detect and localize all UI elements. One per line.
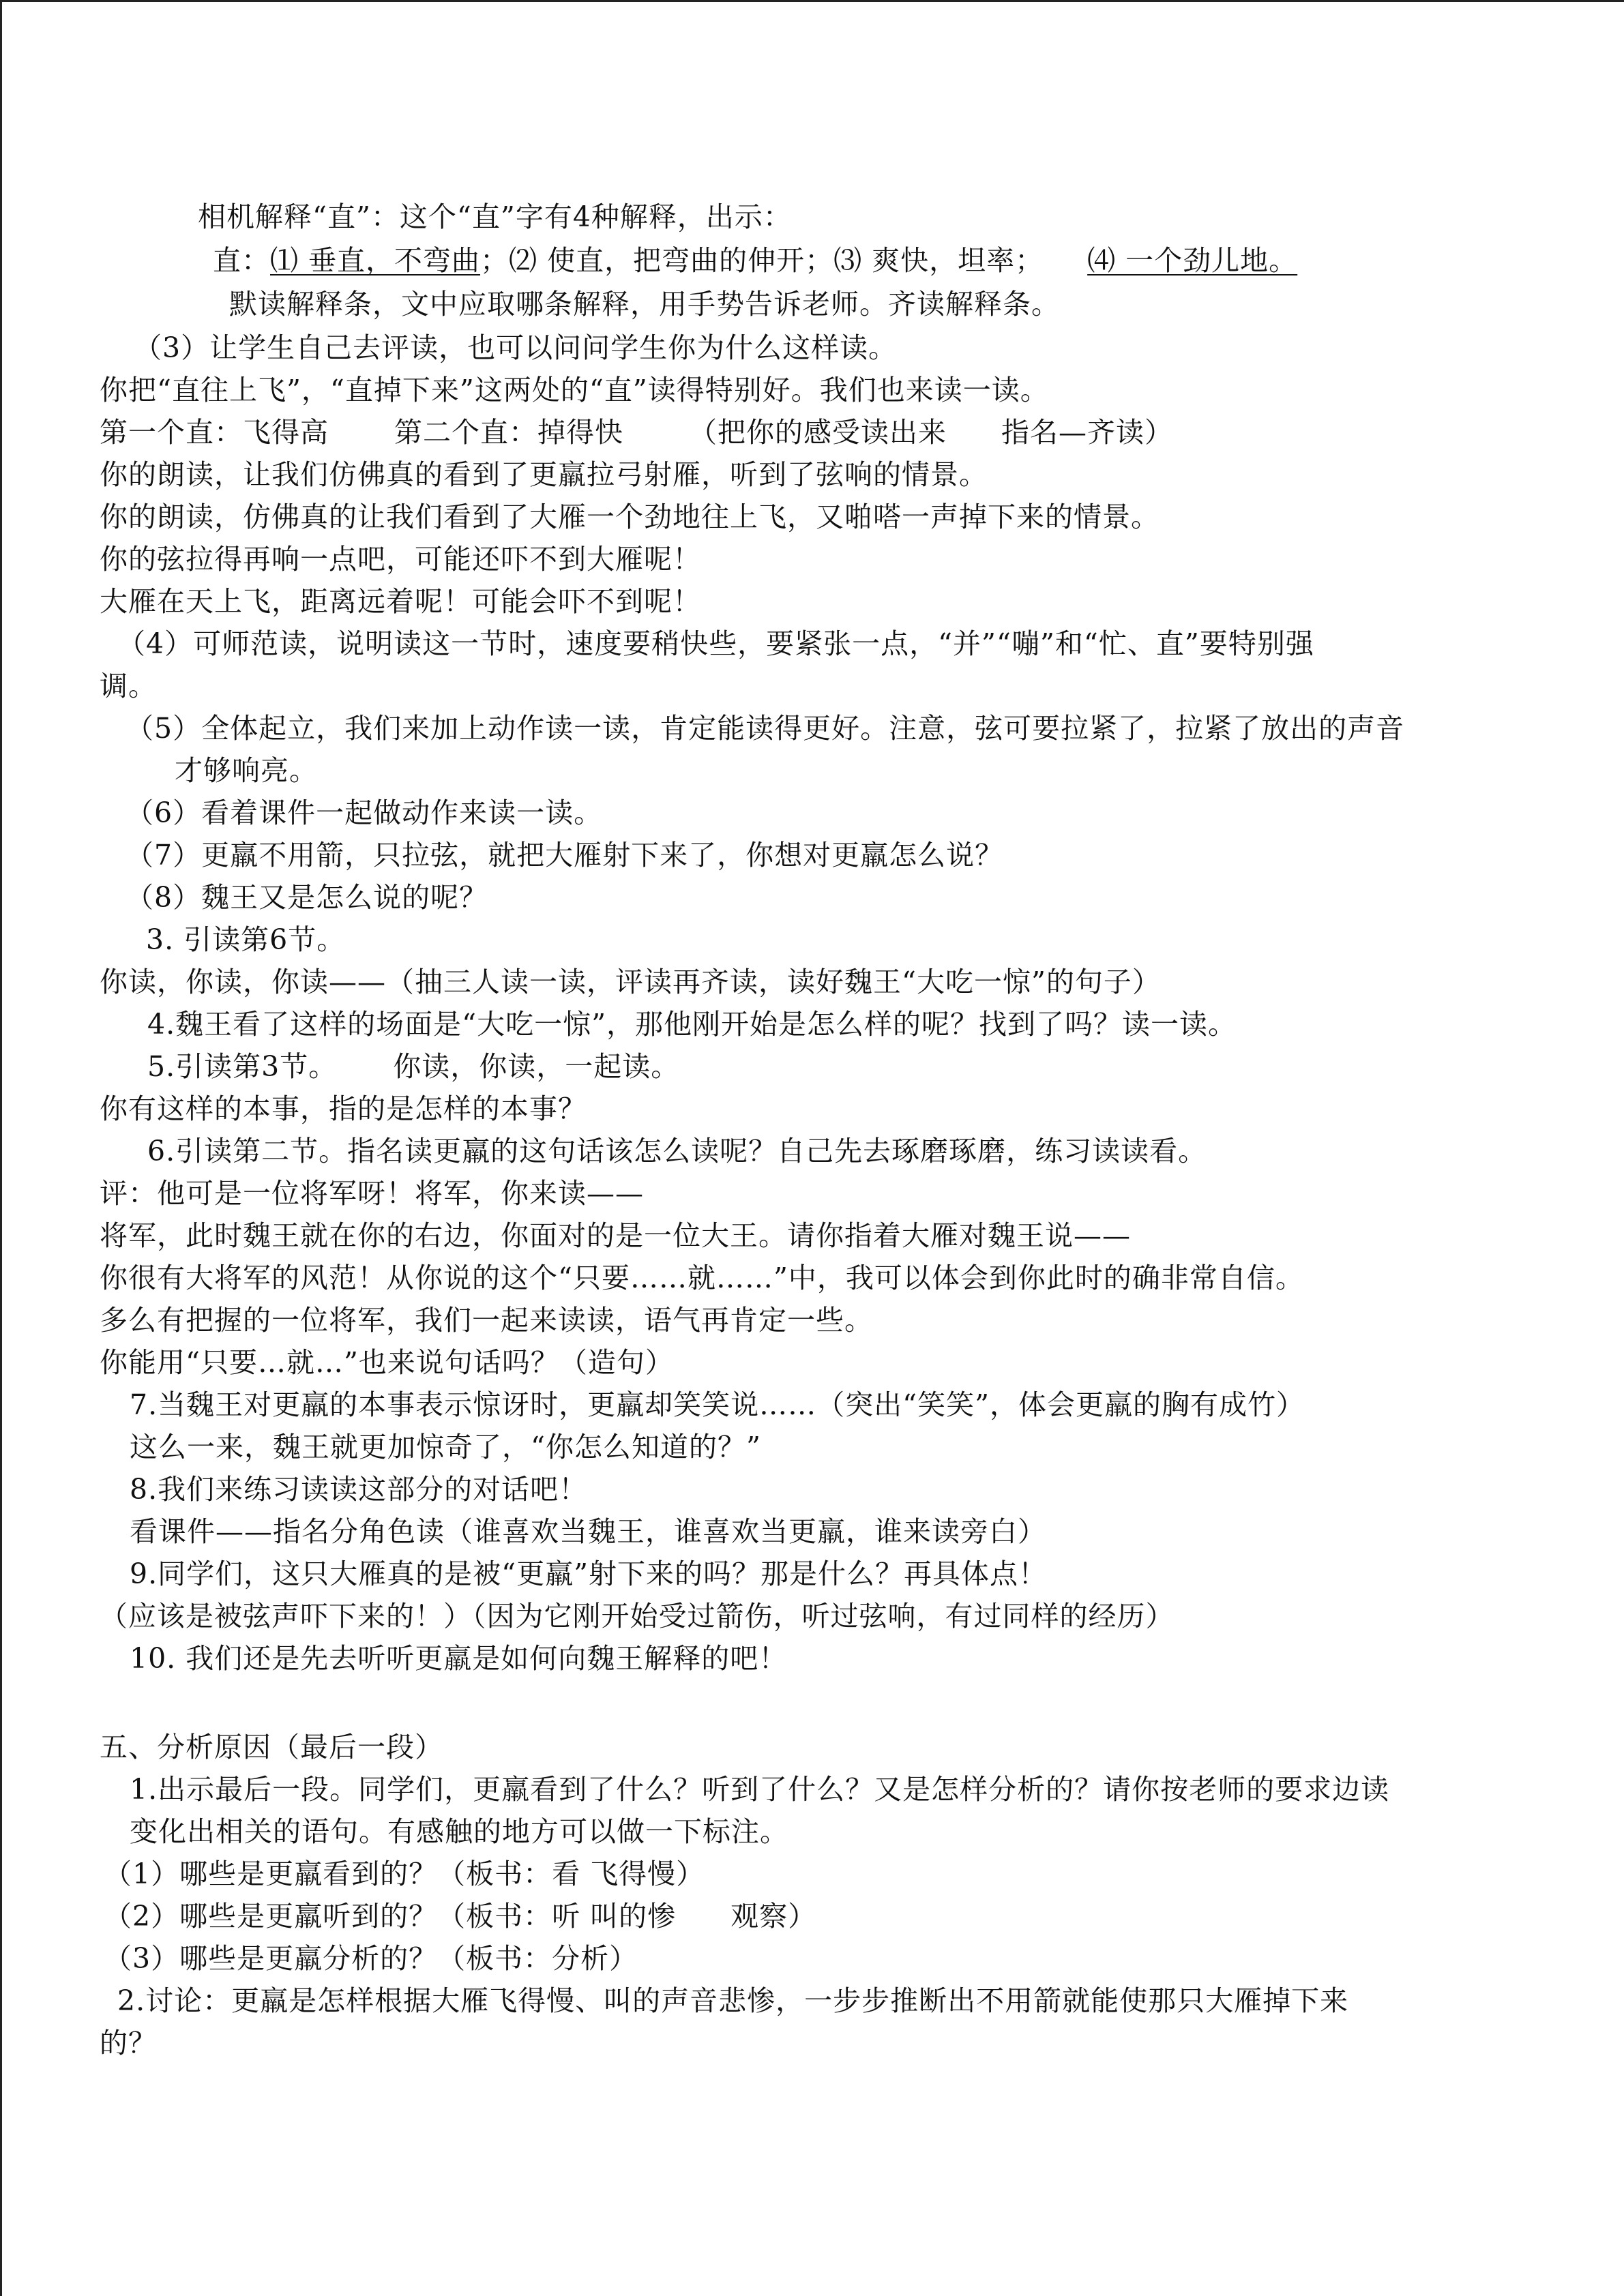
text-line: 看课件——指名分角色读（谁喜欢当魏王，谁喜欢当更羸，谁来读旁白） bbox=[130, 1515, 1046, 1548]
feeling-note: （把你的感受读出来 bbox=[689, 416, 947, 449]
reading-mode: 指名—齐读） bbox=[1001, 416, 1173, 449]
text-line: 你的朗读，让我们仿佛真的看到了更羸拉弓射雁，听到了弦响的情景。 bbox=[100, 458, 988, 491]
definition-2-3: ；⑵ 使直，把弯曲的伸开；⑶ 爽快，坦率； bbox=[480, 244, 1044, 277]
step-5-reading: 你读，你读，一起读。 bbox=[393, 1050, 680, 1083]
text-line: 你有这样的本事，指的是怎样的本事？ bbox=[100, 1092, 587, 1125]
text-line: 你的朗读，仿佛真的让我们看到了大雁一个劲地往上飞，又啪嗒一声掉下来的情景。 bbox=[100, 501, 1160, 533]
text-line: 7.当魏王对更羸的本事表示惊讶时，更羸却笑笑说……（突出“笑笑”，体会更羸的胸有成竹） bbox=[130, 1388, 1305, 1421]
text-line: 调。 bbox=[100, 670, 157, 702]
text-line: 你读，你读，你读——（抽三人读一读，评读再齐读，读好魏王“大吃一惊”的句子） bbox=[100, 966, 1161, 998]
text-line: 的？ bbox=[100, 2027, 157, 2059]
heard-question: （2）哪些是更羸听到的？（板书：听 叫的惨 bbox=[104, 1900, 677, 1933]
text-line: 将军，此时魏王就在你的右边，你面对的是一位大王。请你指着大雁对魏王说—— bbox=[100, 1219, 1131, 1252]
text-line: 相机解释“直”：这个“直”字有4种解释，出示： bbox=[198, 200, 792, 233]
text-line: 9.同学们，这只大雁真的是被“更羸”射下来的吗？那是什么？再具体点！ bbox=[130, 1557, 1048, 1590]
text-line: 1.出示最后一段。同学们，更羸看到了什么？听到了什么？又是怎样分析的？请你按老师的要求边读 bbox=[130, 1773, 1390, 1806]
text-line: （1）哪些是更羸看到的？（板书：看 飞得慢） bbox=[104, 1858, 705, 1890]
text-line: 8.我们来练习读读这部分的对话吧！ bbox=[130, 1473, 588, 1506]
text-line: 3. 引读第6节。 bbox=[146, 923, 346, 956]
text-line: （6）看着课件一起做动作来读一读。 bbox=[126, 796, 603, 829]
text-line: （3）哪些是更羸分析的？（板书：分析） bbox=[104, 1942, 638, 1975]
text-line: 6.引读第二节。指名读更羸的这句话该怎么读呢？自己先去琢磨琢磨，练习读读看。 bbox=[147, 1135, 1207, 1167]
text-line: 变化出相关的语句。有感触的地方可以做一下标注。 bbox=[130, 1815, 788, 1848]
text-line: 你能用“只要…就…”也来说句话吗？（造句） bbox=[100, 1346, 674, 1379]
text-line: 2.讨论：更羸是怎样根据大雁飞得慢、叫的声音悲惨，一步步推断出不用箭就能使那只大雁掉下来 bbox=[117, 1984, 1349, 2017]
text-line: 多么有把握的一位将军，我们一起来读读，语气再肯定一些。 bbox=[100, 1304, 873, 1337]
definition-line bbox=[213, 241, 1297, 280]
text-line: （5）全体起立，我们来加上动作读一读，肯定能读得更好。注意，弦可要拉紧了，拉紧了放出的声音 bbox=[126, 712, 1405, 745]
text-line: （3）让学生自己去评读，也可以问问学生你为什么这样读。 bbox=[134, 331, 898, 364]
definition-head: 直： bbox=[213, 244, 270, 277]
two-zhi-line bbox=[100, 413, 1173, 451]
section-heading: 五、分析原因（最后一段） bbox=[100, 1731, 443, 1763]
definition-1-underlined: ⑴ 垂直，不弯曲 bbox=[270, 244, 481, 277]
text-line: 你把“直往上飞”，“直掉下来”这两处的“直”读得特别好。我们也来读一读。 bbox=[100, 374, 1049, 406]
heard-line bbox=[104, 1897, 816, 1935]
text-line: 4.魏王看了这样的场面是“大吃一惊”，那他刚开始是怎么样的呢？找到了吗？读一读。 bbox=[147, 1008, 1237, 1041]
text-line: 默读解释条，文中应取哪条解释，用手势告诉老师。齐读解释条。 bbox=[229, 288, 1060, 320]
second-zhi: 第二个直：掉得快 bbox=[394, 416, 623, 449]
text-line: （8）魏王又是怎么说的呢？ bbox=[126, 881, 488, 914]
text-line: 才够响亮。 bbox=[175, 754, 318, 787]
text-line: 你很有大将军的风范！从你说的这个“只要……就……”中，我可以体会到你此时的确非常自信。 bbox=[100, 1262, 1304, 1294]
definition-4-underlined: ⑷ 一个劲儿地。 bbox=[1087, 244, 1298, 277]
text-line: 你的弦拉得再响一点吧，可能还吓不到大雁呢！ bbox=[100, 543, 701, 576]
first-zhi: 第一个直：飞得高 bbox=[100, 416, 329, 449]
text-line: 评：他可是一位将军呀！将军，你来读—— bbox=[100, 1177, 644, 1210]
text-line: 大雁在天上飞，距离远着呢！可能会吓不到呢！ bbox=[100, 585, 701, 618]
heard-observe: 观察） bbox=[730, 1900, 817, 1933]
text-line: 这么一来，魏王就更加惊奇了，“你怎么知道的？” bbox=[130, 1431, 761, 1463]
text-line: （4）可师范读，说明读这一节时，速度要稍快些，要紧张一点，“并”“嘣”和“忙、直”要特别强 bbox=[117, 627, 1314, 660]
text-line: 10. 我们还是先去听听更羸是如何向魏王解释的吧！ bbox=[130, 1642, 788, 1675]
text-line: （应该是被弦声吓下来的！）（因为它刚开始受过箭伤，听过弦响，有过同样的经历） bbox=[100, 1600, 1175, 1632]
text-line: （7）更羸不用箭，只拉弦，就把大雁射下来了，你想对更羸怎么说？ bbox=[126, 839, 1004, 871]
step-5-line bbox=[147, 1047, 679, 1086]
step-5-label: 5.引读第3节。 bbox=[147, 1050, 338, 1083]
